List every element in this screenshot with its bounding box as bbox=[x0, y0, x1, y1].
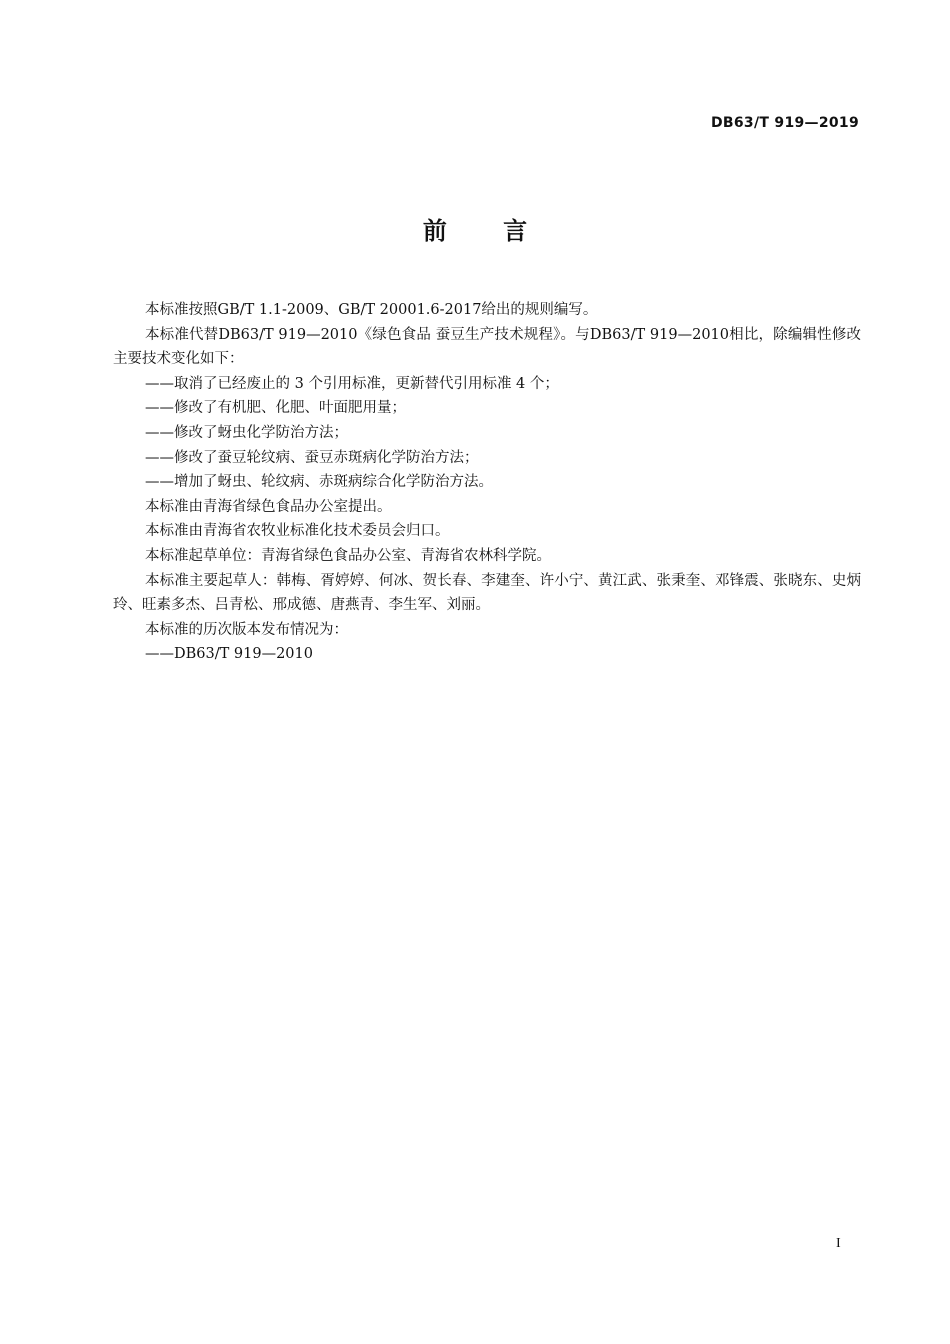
document-code: DB63/T 919—2019 bbox=[711, 115, 859, 131]
foreword-body bbox=[113, 298, 861, 667]
page-title: 前 言 bbox=[422, 217, 552, 245]
page-number: I bbox=[836, 1236, 841, 1251]
change-item: ——修改了蚕豆轮纹病、蚕豆赤斑病化学防治方法； bbox=[145, 449, 479, 466]
change-item: ——取消了已经废止的 3 个引用标准，更新替代引用标准 4 个； bbox=[145, 375, 559, 392]
change-item: ——修改了有机肥、化肥、叶面肥用量； bbox=[145, 400, 406, 417]
change-item: ——增加了蚜虫、轮纹病、赤斑病综合化学防治方法。 bbox=[145, 474, 493, 491]
paragraph-replacement: 本标准代替DB63/T 919—2010《绿色食品 蚕豆生产技术规程》。与DB63/T 919—2010相比，除编辑性修改主要技术变化如下： bbox=[113, 326, 861, 368]
paragraph-history: 本标准的历次版本发布情况为： bbox=[145, 621, 348, 638]
paragraph-drafters: 本标准主要起草人：韩梅、胥婷婷、何冰、贺长春、李建奎、许小宁、黄江武、张秉奎、邓锋震、张晓东、史炳玲、旺素多杰、吕青松、邢成德、唐燕青、李生军、刘丽。 bbox=[113, 572, 861, 614]
paragraph-proposer: 本标准由青海省绿色食品办公室提出。 bbox=[145, 498, 392, 515]
change-item: ——修改了蚜虫化学防治方法； bbox=[145, 424, 348, 441]
paragraph-drafting-rules: 本标准按照GB/T 1.1-2009、GB/T 20001.6-2017给出的规则编写。 bbox=[145, 302, 598, 318]
paragraph-drafting-units: 本标准起草单位：青海省绿色食品办公室、青海省农林科学院。 bbox=[145, 547, 551, 564]
history-item: ——DB63/T 919—2010 bbox=[145, 646, 313, 663]
paragraph-centralized: 本标准由青海省农牧业标准化技术委员会归口。 bbox=[145, 523, 450, 540]
